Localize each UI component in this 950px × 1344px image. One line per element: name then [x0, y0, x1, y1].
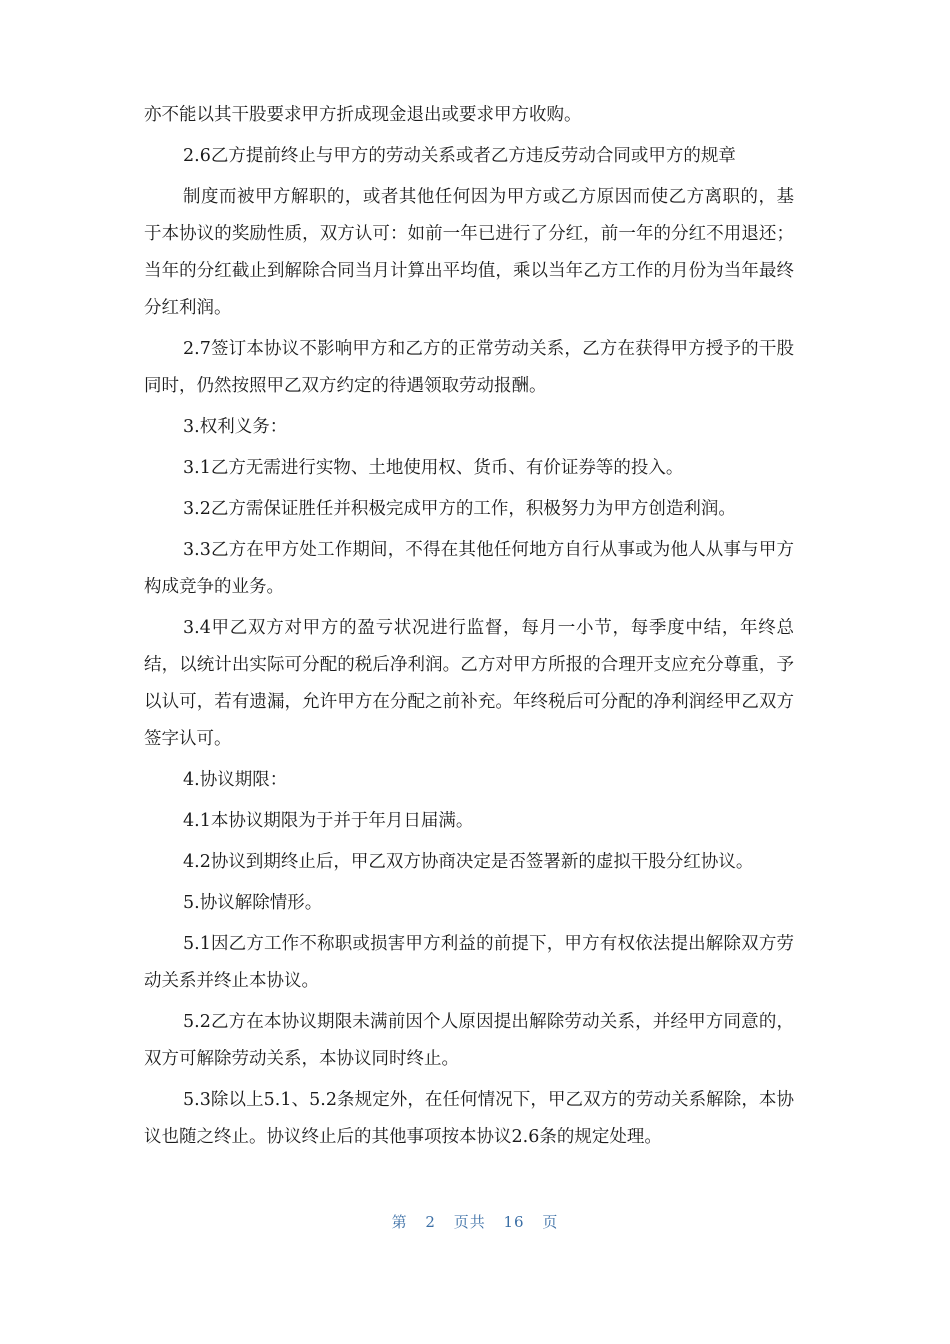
paragraph-3-2: 3.2乙方需保证胜任并积极完成甲方的工作，积极努力为甲方创造利润。: [183, 499, 736, 519]
paragraph-2-7: 2.7签订本协议不影响甲方和乙方的正常劳动关系，乙方在获得甲方授予的干股同时，仍然按照甲乙双方约定的待遇领取劳动报酬。: [144, 339, 794, 396]
current-page-number: 2: [425, 1213, 436, 1231]
document-body: [144, 97, 794, 1160]
paragraph-3-3: 3.3乙方在甲方处工作期间，不得在其他任何地方自行从事或为他人从事与甲方构成竞争的业务。: [144, 540, 794, 597]
paragraph-5-3: 5.3除以上5.1、5.2条规定外，在任何情况下，甲乙双方的劳动关系解除，本协议也随之终止。协议终止后的其他事项按本协议2.6条的规定处理。: [144, 1090, 794, 1147]
paragraph-2-6: 2.6乙方提前终止与甲方的劳动关系或者乙方违反劳动合同或甲方的规章: [183, 146, 736, 166]
page-suffix: 页: [542, 1213, 559, 1231]
paragraph-5-1: 5.1因乙方工作不称职或损害甲方利益的前提下，甲方有权依法提出解除双方劳动关系并终止本协议。: [144, 934, 794, 991]
section-heading-termination: 5.协议解除情形。: [183, 893, 323, 913]
paragraph-4-1: 4.1本协议期限为于并于年月日届满。: [183, 811, 474, 831]
page-middle: 页共: [453, 1213, 486, 1231]
page-footer: [0, 1211, 950, 1232]
section-heading-rights: 3.权利义务：: [183, 417, 288, 437]
page-prefix: 第: [391, 1213, 408, 1231]
paragraph-3-1: 3.1乙方无需进行实物、土地使用权、货币、有价证券等的投入。: [183, 458, 684, 478]
paragraph-4-2: 4.2协议到期终止后，甲乙双方协商决定是否签署新的虚拟干股分红协议。: [183, 852, 754, 872]
total-page-count: 16: [503, 1213, 525, 1231]
paragraph-5-2: 5.2乙方在本协议期限未满前因个人原因提出解除劳动关系，并经甲方同意的，双方可解除劳动关系，本协议同时终止。: [144, 1012, 794, 1069]
paragraph-3-4: 3.4甲乙双方对甲方的盈亏状况进行监督，每月一小节，每季度中结，年终总结，以统计出实际可分配的税后净利润。乙方对甲方所报的合理开支应充分尊重，予以认可，若有遗漏，允许甲方在分配之前补充。年终税后可分配的净利润经甲乙双方签字认可。: [144, 618, 794, 749]
paragraph-2-6-continued: 制度而被甲方解职的，或者其他任何因为甲方或乙方原因而使乙方离职的，基于本协议的奖励性质，双方认可：如前一年已进行了分红，前一年的分红不用退还；当年的分红截止到解除合同当月计算出平均值，乘以当年乙方工作的月份为当年最终分红利润。: [144, 187, 794, 318]
section-heading-term: 4.协议期限：: [183, 770, 288, 790]
paragraph-continuation: 亦不能以其干股要求甲方折成现金退出或要求甲方收购。: [144, 105, 582, 125]
